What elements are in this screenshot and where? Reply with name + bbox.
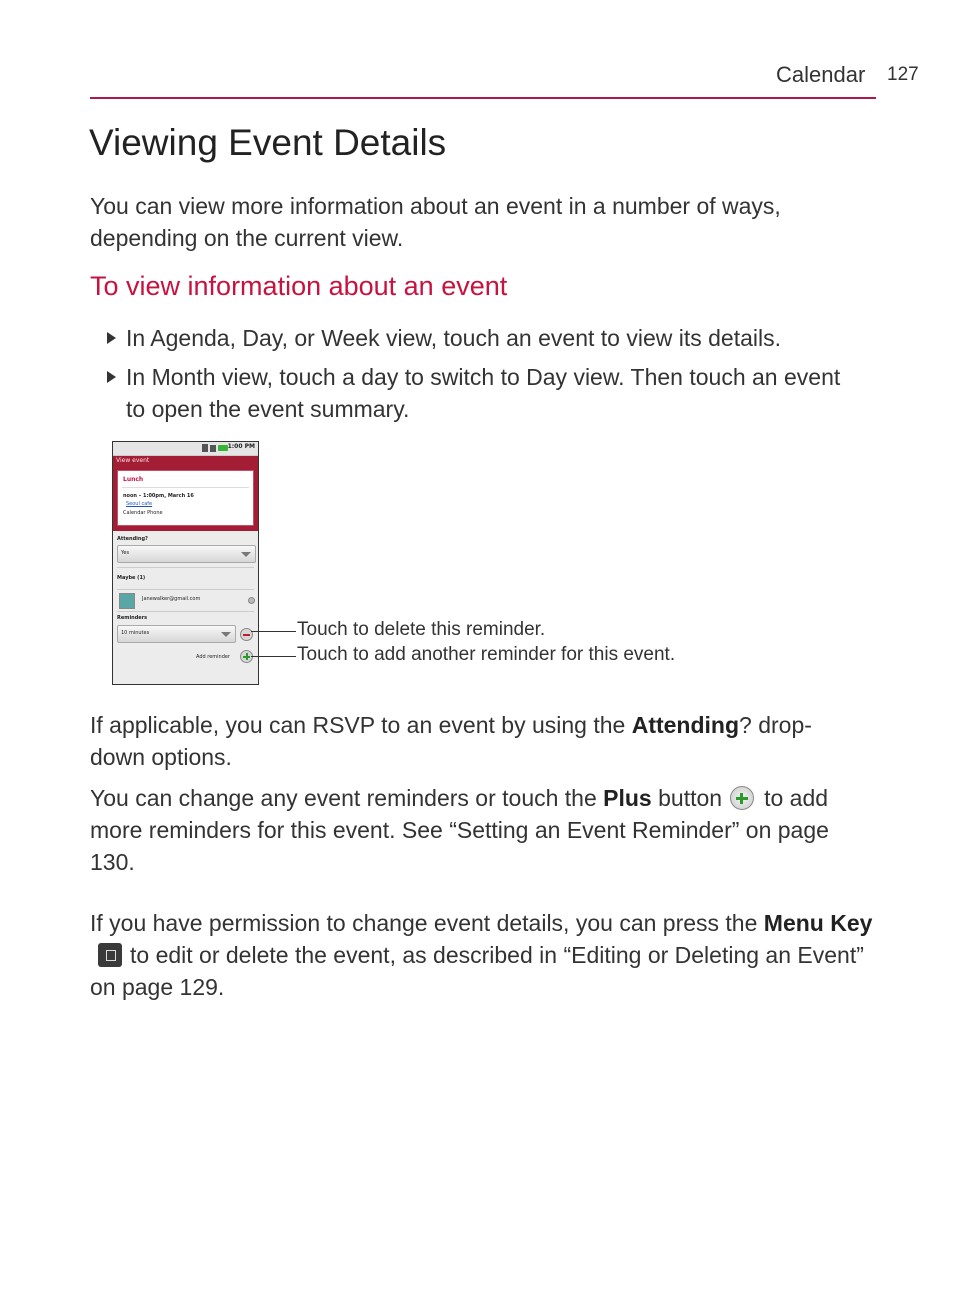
- reminder-paragraph: You can change any event reminders or touch the Plus button to add more reminders for this event. See “Setting an Event Reminder” on page 130.: [90, 785, 829, 875]
- status-time: 1:00 PM: [227, 443, 255, 450]
- callout-delete-reminder: Touch to delete this reminder.: [297, 619, 546, 640]
- attending-term: Attending: [631, 712, 740, 738]
- rsvp-paragraph: If applicable, you can RSVP to an event by using the Attending? drop-down options.: [90, 712, 812, 770]
- bullet-item: In Agenda, Day, or Week view, touch an event to view its details.: [126, 325, 782, 351]
- app-title: View event: [116, 457, 150, 464]
- event-name: Lunch: [123, 476, 144, 483]
- app-title-bar: [113, 456, 258, 467]
- chevron-down-icon: [221, 632, 231, 637]
- event-calendar: Calendar Phone: [123, 510, 163, 516]
- bullet-arrow-icon: [107, 332, 116, 344]
- phone-screenshot: [112, 441, 259, 685]
- guest-status-icon: [248, 597, 255, 604]
- callout-add-reminder: Touch to add another reminder for this event.: [297, 644, 676, 665]
- chevron-down-icon: [241, 552, 251, 557]
- bullet-arrow-icon: [107, 371, 116, 383]
- delete-reminder-button[interactable]: [240, 628, 253, 641]
- event-summary-panel: [113, 467, 258, 531]
- page-title: Viewing Event Details: [89, 122, 447, 163]
- running-header-section: Calendar: [776, 62, 866, 87]
- guest-avatar: [119, 593, 135, 609]
- reminder-value: 10 minutes: [121, 630, 150, 636]
- status-bar: [113, 442, 258, 456]
- header-rule: [90, 97, 876, 99]
- attending-value: Yes: [121, 550, 130, 556]
- callout-line: [251, 656, 296, 657]
- event-location-link[interactable]: Seoul cafe: [126, 501, 153, 507]
- section-subheading: To view information about an event: [90, 271, 508, 301]
- menu-key-term: Menu Key: [763, 910, 873, 936]
- maybe-label: Maybe (1): [117, 575, 146, 581]
- menu-paragraph: If you have permission to change event details, you can press the Menu Keyto edit or delete the event, as described in “Editing or Deleting an Event” on page 129.: [90, 910, 873, 1000]
- add-reminder-label: Add reminder: [196, 654, 231, 660]
- attending-dropdown[interactable]: [117, 545, 256, 563]
- event-time: noon – 1:00pm, March 16: [123, 493, 194, 499]
- plus-term: Plus: [603, 785, 652, 811]
- attending-label: Attending?: [117, 536, 148, 542]
- plus-icon: [730, 786, 754, 810]
- guest-email: Janewalker@gmail.com: [142, 596, 201, 602]
- callout-line: [251, 631, 296, 632]
- page-number: 127: [887, 64, 919, 85]
- status-icons: [202, 444, 228, 452]
- intro-paragraph: You can view more information about an event in a number of ways, depending on the current view.: [90, 193, 781, 251]
- reminders-label: Reminders: [117, 615, 148, 621]
- bullet-item: In Month view, touch a day to switch to Day view. Then touch an event to open the event summary.: [126, 364, 841, 422]
- reminder-dropdown[interactable]: [117, 625, 236, 643]
- menu-key-icon: [98, 943, 122, 967]
- event-card[interactable]: [117, 470, 254, 526]
